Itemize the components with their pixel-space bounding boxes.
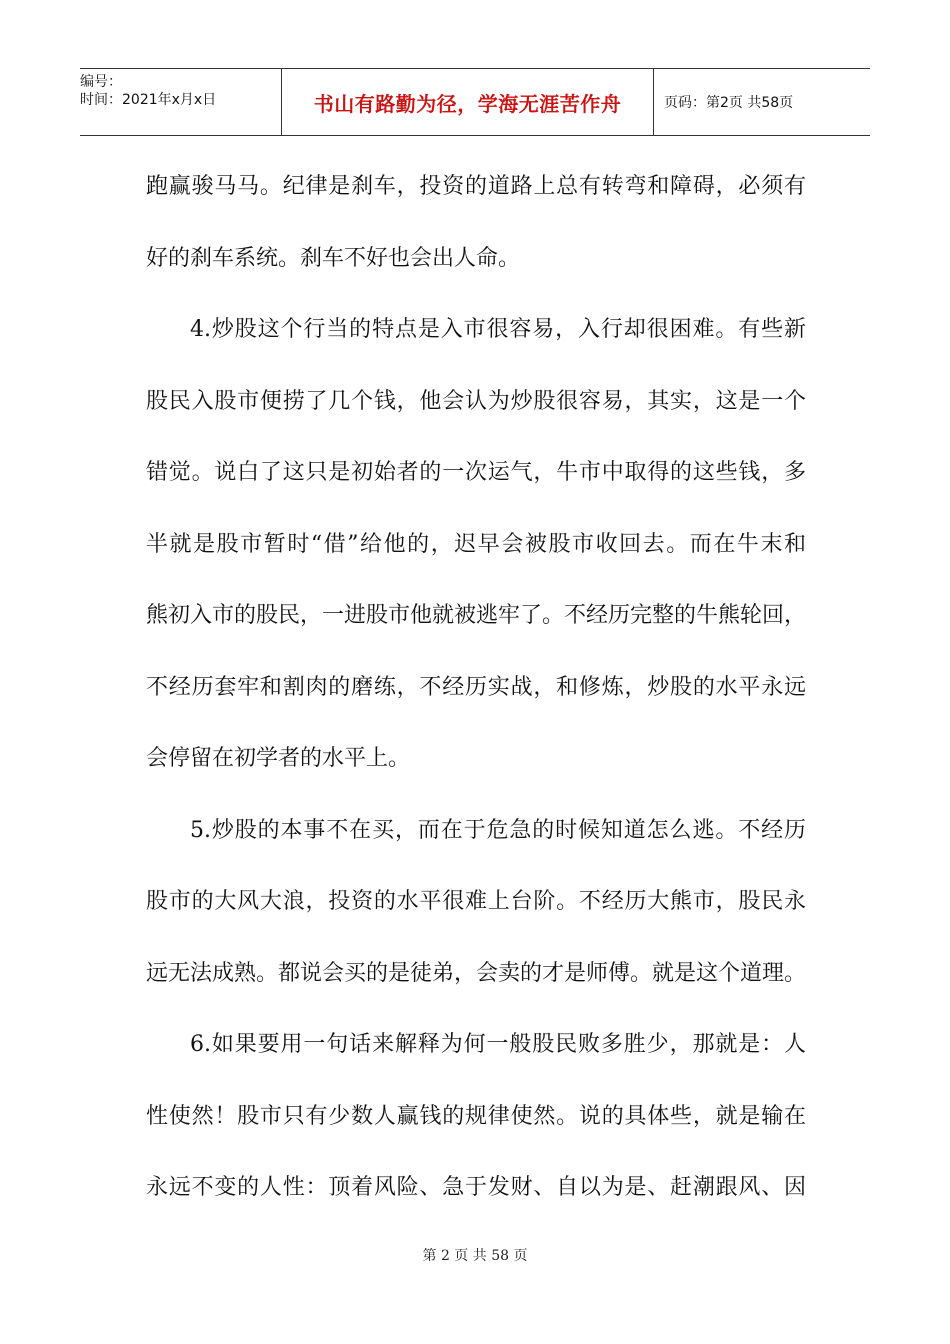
header-motto: 书山有路勤为径，学海无涯苦作舟 [282,69,654,135]
page-footer: 第 2 页 共 58 页 [422,1248,528,1264]
document-time-label: 时间：2021年x月x日 [80,92,217,108]
body-line: 股市的大风大浪，投资的水平很难上台阶。不经历大熊市，股民永 [146,889,806,914]
body-line: 半就是股市暂时“借”给他的，迟早会被股市收回去。而在牛末和 [146,531,806,557]
body-line: 4.炒股这个行当的特点是入市很容易，入行却很困难。有些新 [190,317,806,342]
body-line: 性使然！股市只有少数人赢钱的规律使然。说的具体些，就是输在 [146,1103,806,1129]
body-line: 5.炒股的本事不在买，而在于危急的时候知道怎么逃。不经历 [190,817,806,843]
body-line: 好的刹车系统。刹车不好也会出人命。 [146,245,521,271]
body-line: 永远不变的人性：顶着风险、急于发财、自以为是、赶潮跟风、因 [146,1175,806,1200]
body-line: 6.如果要用一句话来解释为何一般股民败多胜少，那就是：人 [190,1032,806,1057]
body-line: 不经历套牢和割肉的磨练，不经历实战，和修炼，炒股的水平永远 [146,674,806,700]
body-line: 跑赢骏马马。纪律是刹车，投资的道路上总有转弯和障碍，必须有 [146,174,806,199]
body-line: 远无法成熟。都说会买的是徒弟，会卖的才是师傅。就是这个道理。 [146,960,807,986]
body-line: 错觉。说白了这只是初始者的一次运气，牛市中取得的这些钱，多 [146,460,806,485]
document-number-label: 编号： [80,74,122,90]
header-meta [80,69,282,135]
header-page-number: 页码：第2页 共58页 [664,95,794,111]
body-line: 熊初入市的股民，一进股市他就被逃牢了。不经历完整的牛熊轮回， [146,603,807,628]
page-header [80,68,870,136]
document-body [146,160,806,1233]
body-line: 股民入股市便捞了几个钱，他会认为炒股很容易，其实，这是一个 [146,388,806,414]
body-line: 会停留在初学者的水平上。 [146,746,411,771]
